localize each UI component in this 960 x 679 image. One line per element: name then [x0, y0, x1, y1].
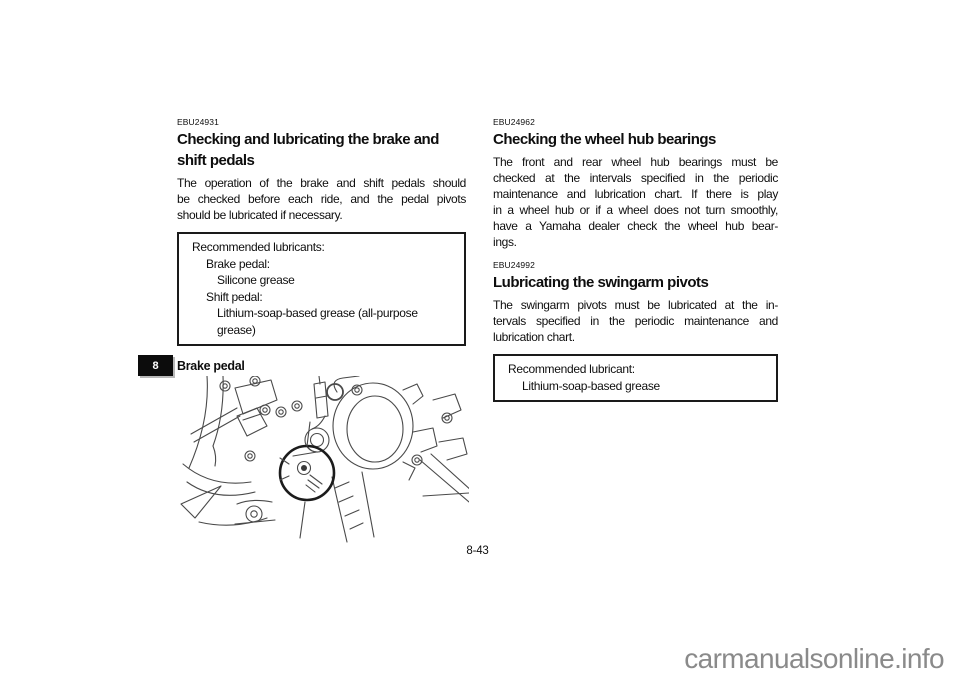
section-code: EBU24962 [493, 117, 535, 127]
section-title-line: Checking and lubricating the brake and [177, 131, 439, 148]
lubricant-line: Lithium-soap-based grease [522, 378, 660, 393]
body-line: in a wheel hub or if a wheel does not turn smoothly, [493, 203, 778, 217]
section-code: EBU24992 [493, 260, 535, 270]
body-line: be checked before each ride, and the pedal pivots [177, 192, 466, 206]
brake-pedal-figure [177, 376, 469, 552]
page-number: 8-43 [466, 545, 489, 557]
section-code: EBU24931 [177, 117, 219, 127]
right-column [493, 117, 778, 402]
section-title-line: Checking the wheel hub bearings [493, 131, 716, 148]
body-line: The operation of the brake and shift pedals should [177, 176, 466, 190]
body-line: The front and rear wheel hub bearings must be [493, 155, 778, 169]
body-line: tervals specified in the periodic maintenance and [493, 314, 778, 328]
chapter-tab-label: 8 [152, 359, 159, 372]
body-line: maintenance and lubrication chart. If there is play [493, 187, 778, 201]
body-line: should be lubricated if necessary. [177, 208, 343, 222]
left-column [177, 117, 466, 557]
body-line: The swingarm pivots must be lubricated at the in- [493, 298, 778, 312]
section-title-line: Lubricating the swingarm pivots [493, 274, 709, 291]
lubricant-line: Lithium-soap-based grease (all-purpose [217, 306, 418, 320]
section-title [177, 129, 466, 171]
lubricant-line: Recommended lubricants: [192, 240, 325, 254]
lubricant-box [493, 354, 778, 402]
lubricants-box [177, 232, 466, 346]
lubricant-line: Silicone grease [217, 273, 295, 287]
watermark: carmanualsonline.info [684, 643, 944, 674]
body-line: checked at the intervals specified in the periodic [493, 171, 778, 185]
body-line: have a Yamaha dealer check the wheel hub bear- [493, 219, 778, 233]
figure-caption: Brake pedal [177, 359, 245, 373]
body-line: ings. [493, 235, 517, 249]
body-line: lubrication chart. [493, 330, 575, 344]
lubricant-line: Brake pedal: [206, 256, 270, 271]
lubricant-line: Recommended lubricant: [508, 362, 635, 376]
chapter-tab [138, 355, 173, 376]
section-title-line: shift pedals [177, 152, 255, 169]
lubricant-line: Shift pedal: [206, 289, 263, 304]
lubricant-line: grease) [217, 322, 256, 337]
